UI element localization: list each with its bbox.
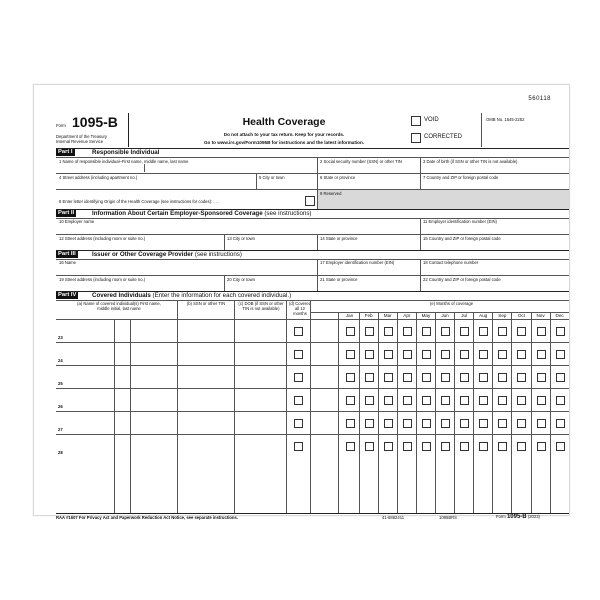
row-number-24: 24 <box>58 358 63 363</box>
row-24-mar-checkbox[interactable] <box>384 350 393 359</box>
row-27-jan-checkbox[interactable] <box>346 419 355 428</box>
col-e-header: (e) Months of coverage <box>429 301 474 306</box>
form-number: 1095-B <box>72 114 118 130</box>
corrected-checkbox[interactable] <box>411 133 421 143</box>
field-9-label: 9 Reserved <box>320 191 342 196</box>
row-23-dec-checkbox[interactable] <box>556 327 565 336</box>
part3-tag: Part III <box>58 251 76 257</box>
row-25-aug-checkbox[interactable] <box>479 373 488 382</box>
part3-title: Issuer or Other Coverage Provider <box>92 251 194 258</box>
row-27-nov-checkbox[interactable] <box>537 419 546 428</box>
row-28-nov-checkbox[interactable] <box>537 442 546 451</box>
row-28-aug-checkbox[interactable] <box>479 442 488 451</box>
row-number-23: 23 <box>58 335 63 340</box>
form-1095b <box>33 84 570 520</box>
footer-form-word: Form <box>496 514 506 519</box>
month-header-feb: Feb <box>364 313 373 318</box>
field-22-label: 22 Country and ZIP or foreign postal code <box>423 277 501 282</box>
row-23-apr-checkbox[interactable] <box>403 327 412 336</box>
row-25-sep-checkbox[interactable] <box>498 373 507 382</box>
row-26-jul-checkbox[interactable] <box>460 396 469 405</box>
row-23-may-checkbox[interactable] <box>422 327 431 336</box>
field-11-label: 11 Employer identification number (EIN) <box>423 219 497 224</box>
row-26-feb-checkbox[interactable] <box>365 396 374 405</box>
row-24-jul-checkbox[interactable] <box>460 350 469 359</box>
field-14-label: 14 State or province <box>320 236 358 241</box>
row-27-oct-checkbox[interactable] <box>517 419 526 428</box>
row-27-all-12-months-checkbox[interactable] <box>294 419 303 428</box>
row-25-may-checkbox[interactable] <box>422 373 431 382</box>
row-number-27: 27 <box>58 427 63 432</box>
form-word: Form <box>56 123 66 128</box>
month-header-may: May <box>421 313 431 318</box>
reserved-shading <box>318 190 569 209</box>
row-26-apr-checkbox[interactable] <box>403 396 412 405</box>
row-25-all-12-months-checkbox[interactable] <box>294 373 303 382</box>
row-25-jan-checkbox[interactable] <box>346 373 355 382</box>
row-24-may-checkbox[interactable] <box>422 350 431 359</box>
row-26-may-checkbox[interactable] <box>422 396 431 405</box>
row-28-dec-checkbox[interactable] <box>556 442 565 451</box>
field-19-label: 19 Street address (including room or suite no.) <box>59 277 146 282</box>
part1-title: Responsible Individual <box>92 149 160 156</box>
part4-tag: Part IV <box>58 292 77 298</box>
field-10-label: 10 Employer name <box>59 219 95 224</box>
row-number-28: 28 <box>58 450 63 455</box>
row-28-oct-checkbox[interactable] <box>517 442 526 451</box>
col-d-header: (d) Covered all 12 months <box>288 301 312 316</box>
row-27-sep-checkbox[interactable] <box>498 419 507 428</box>
corrected-label: CORRECTED <box>424 134 463 140</box>
row-26-dec-checkbox[interactable] <box>556 396 565 405</box>
field-4-label: 4 Street address (including apartment no.) <box>59 175 138 180</box>
row-25-nov-checkbox[interactable] <box>537 373 546 382</box>
void-label: VOID <box>424 117 439 123</box>
row-25-dec-checkbox[interactable] <box>556 373 565 382</box>
month-header-jun: Jun <box>441 313 449 318</box>
row-26-nov-checkbox[interactable] <box>537 396 546 405</box>
month-header-mar: Mar <box>383 313 392 318</box>
row-26-sep-checkbox[interactable] <box>498 396 507 405</box>
row-27-dec-checkbox[interactable] <box>556 419 565 428</box>
row-number-26: 26 <box>58 404 63 409</box>
row-23-aug-checkbox[interactable] <box>479 327 488 336</box>
row-25-mar-checkbox[interactable] <box>384 373 393 382</box>
month-header-jul: Jul <box>461 313 468 318</box>
col-c-header: (c) DOB (if SSN or other TIN is not available) <box>238 301 284 311</box>
footer-code: 1095BRS <box>439 515 457 520</box>
row-24-feb-checkbox[interactable] <box>365 350 374 359</box>
row-25-feb-checkbox[interactable] <box>365 373 374 382</box>
row-27-aug-checkbox[interactable] <box>479 419 488 428</box>
row-27-jul-checkbox[interactable] <box>460 419 469 428</box>
month-header-apr: Apr <box>403 313 411 318</box>
col-b-header: (b) SSN or other TIN <box>186 301 226 306</box>
part4-title: Covered Individuals <box>92 292 151 299</box>
row-23-jun-checkbox[interactable] <box>441 327 450 336</box>
department-line-2: Internal Revenue Service <box>56 139 104 144</box>
row-23-sep-checkbox[interactable] <box>498 327 507 336</box>
field-13-label: 13 City or town <box>227 236 255 241</box>
field-2-label: 2 Social security number (SSN) or other TIN <box>320 159 402 164</box>
month-header-jan: Jan <box>345 313 354 318</box>
part1-tag: Part I <box>58 149 73 155</box>
field-6-label: 6 State or province <box>320 175 356 180</box>
note-instructions: Go to www.irs.gov/Form1095B for instructions and the latest information. <box>203 140 365 145</box>
row-27-jun-checkbox[interactable] <box>441 419 450 428</box>
row-24-aug-checkbox[interactable] <box>479 350 488 359</box>
part2-title: Information About Certain Employer-Sponsored Coverage <box>92 210 263 217</box>
row-23-feb-checkbox[interactable] <box>365 327 374 336</box>
row-23-jan-checkbox[interactable] <box>346 327 355 336</box>
row-26-jun-checkbox[interactable] <box>441 396 450 405</box>
row-24-sep-checkbox[interactable] <box>498 350 507 359</box>
month-header-aug: Aug <box>479 313 488 318</box>
field-21-label: 21 State or province <box>320 277 358 282</box>
form-title: Health Coverage <box>242 116 326 128</box>
field-16-label: 16 Name <box>59 260 76 265</box>
row-28-jan-checkbox[interactable] <box>346 442 355 451</box>
row-28-mar-checkbox[interactable] <box>384 442 393 451</box>
row-23-jul-checkbox[interactable] <box>460 327 469 336</box>
row-25-apr-checkbox[interactable] <box>403 373 412 382</box>
footer-notice: RAA #1607 For Privacy Act and Paperwork Reduction Act Notice, see separate instructions. <box>56 515 238 520</box>
row-23-nov-checkbox[interactable] <box>537 327 546 336</box>
field-7-label: 7 Country and ZIP or foreign postal code <box>423 175 499 180</box>
field-15-label: 15 Country and ZIP or foreign postal code <box>423 236 501 241</box>
field-5-label: 5 City or town <box>259 175 285 180</box>
row-28-jul-checkbox[interactable] <box>460 442 469 451</box>
field-1-label: 1 Name of responsible individual–First name, middle name, last name <box>59 159 189 164</box>
omb-number: OMB No. 1545-2252 <box>486 117 525 122</box>
row-25-jun-checkbox[interactable] <box>441 373 450 382</box>
col-a-header: (a) Name of covered individual(s) First name, middle initial, last name <box>77 301 161 311</box>
row-25-oct-checkbox[interactable] <box>517 373 526 382</box>
row-26-aug-checkbox[interactable] <box>479 396 488 405</box>
row-24-dec-checkbox[interactable] <box>556 350 565 359</box>
row-28-all-12-months-checkbox[interactable] <box>294 442 303 451</box>
footer-cat: 41-6862411 <box>382 515 405 520</box>
part3-title-note: (see instructions) <box>194 251 242 258</box>
field-3-label: 3 Date of birth (if SSN or other TIN is not available) <box>423 159 518 164</box>
row-28-may-checkbox[interactable] <box>422 442 431 451</box>
field-8-label: 8 Enter letter identifying Origin of the Health Coverage (see instructions for codes): . . . <box>59 199 220 204</box>
month-header-sep: Sep <box>498 313 507 318</box>
note-do-not-attach: Do not attach to your tax return. Keep for your records. <box>223 132 345 137</box>
row-23-mar-checkbox[interactable] <box>384 327 393 336</box>
row-24-nov-checkbox[interactable] <box>537 350 546 359</box>
field-18-label: 18 Contact telephone number <box>423 260 479 265</box>
row-28-jun-checkbox[interactable] <box>441 442 450 451</box>
row-26-jan-checkbox[interactable] <box>346 396 355 405</box>
row-24-jun-checkbox[interactable] <box>441 350 450 359</box>
row-25-jul-checkbox[interactable] <box>460 373 469 382</box>
row-27-mar-checkbox[interactable] <box>384 419 393 428</box>
field-8-input[interactable] <box>305 196 315 206</box>
row-24-all-12-months-checkbox[interactable] <box>294 350 303 359</box>
footer-form <box>496 514 540 520</box>
month-header-dec: Dec <box>555 313 564 318</box>
row-27-apr-checkbox[interactable] <box>403 419 412 428</box>
row-28-feb-checkbox[interactable] <box>365 442 374 451</box>
void-checkbox[interactable] <box>411 116 421 126</box>
row-26-oct-checkbox[interactable] <box>517 396 526 405</box>
row-number-25: 25 <box>58 381 63 386</box>
department-line-1: Department of the Treasury <box>56 134 107 139</box>
row-24-apr-checkbox[interactable] <box>403 350 412 359</box>
month-header-oct: Oct <box>517 313 526 318</box>
row-24-jan-checkbox[interactable] <box>346 350 355 359</box>
row-28-apr-checkbox[interactable] <box>403 442 412 451</box>
row-26-all-12-months-checkbox[interactable] <box>294 396 303 405</box>
footer-form-number: 1095-B <box>506 514 527 520</box>
row-24-oct-checkbox[interactable] <box>517 350 526 359</box>
row-23-oct-checkbox[interactable] <box>517 327 526 336</box>
row-27-feb-checkbox[interactable] <box>365 419 374 428</box>
field-12-label: 12 Street address (including room or suite no.) <box>59 236 146 241</box>
row-23-all-12-months-checkbox[interactable] <box>294 327 303 336</box>
field-17-label: 17 Employer identification number (EIN) <box>320 260 395 265</box>
footer-year: (2023) <box>527 514 540 519</box>
row-28-sep-checkbox[interactable] <box>498 442 507 451</box>
row-27-may-checkbox[interactable] <box>422 419 431 428</box>
part2-title-note: (see instructions) <box>264 210 312 217</box>
row-26-mar-checkbox[interactable] <box>384 396 393 405</box>
part4-title-note: (Enter the information for each covered individual.) <box>152 292 292 299</box>
control-number: 560118 <box>528 96 551 102</box>
part2-tag: Part II <box>58 210 75 216</box>
month-header-nov: Nov <box>536 313 545 318</box>
field-20-label: 20 City or town <box>227 277 255 282</box>
